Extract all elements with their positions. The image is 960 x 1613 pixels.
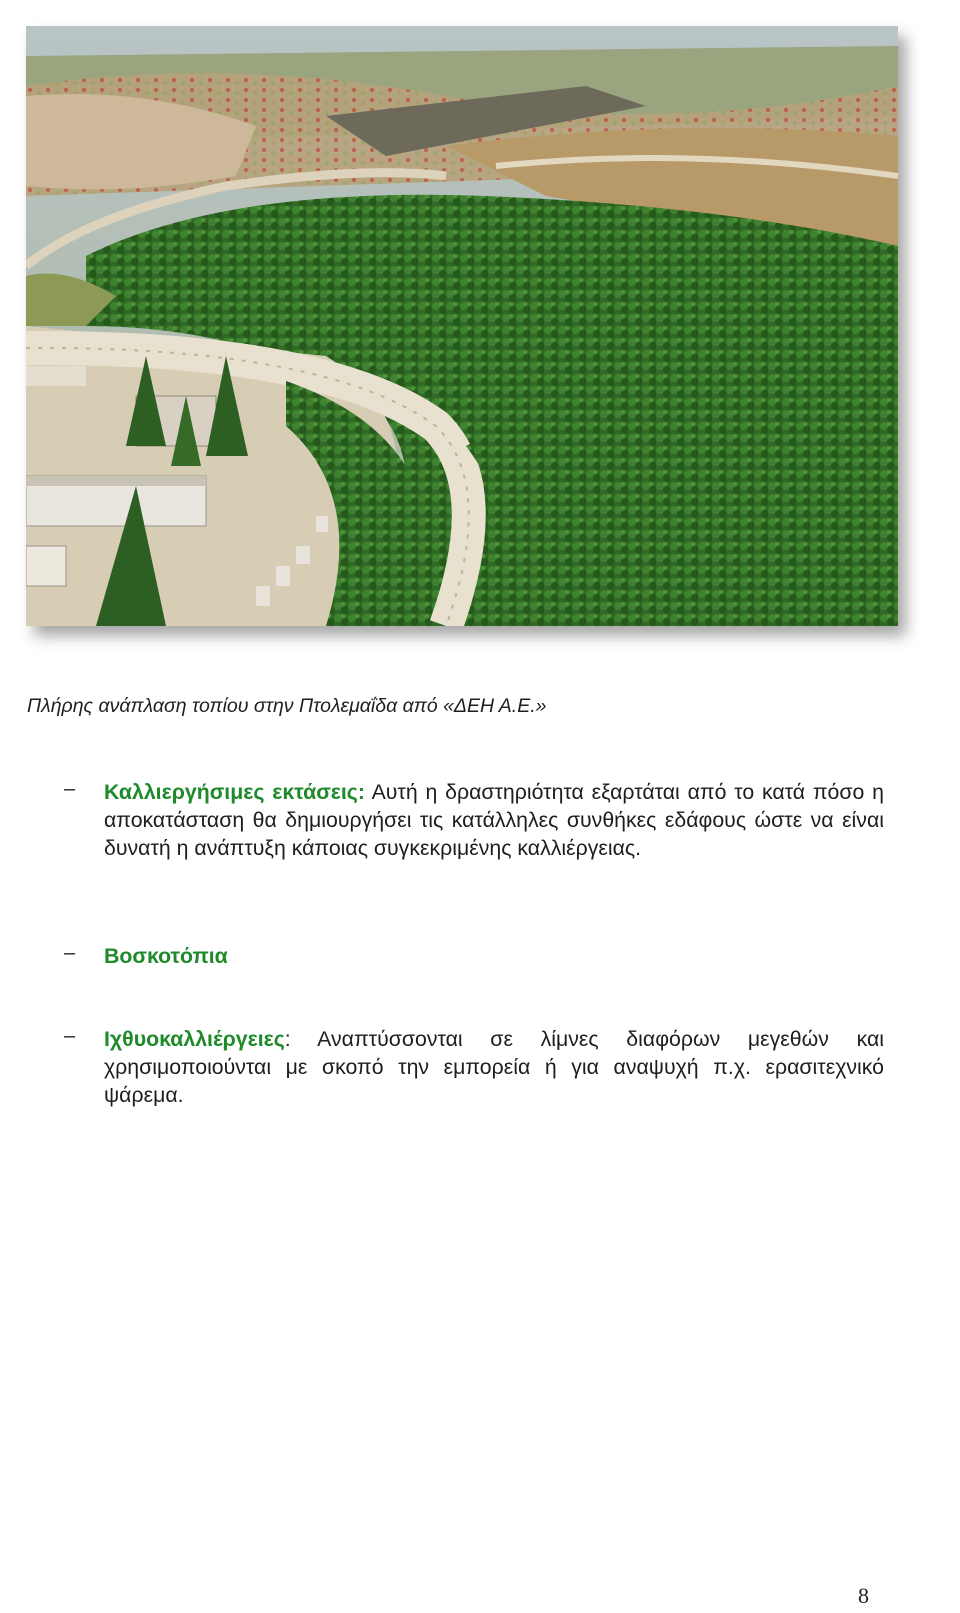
aerial-landscape-image [26,26,898,626]
list-item-text [104,778,884,862]
list-item-text [104,942,884,970]
list-item [64,942,894,970]
list-description: : Αναπτύσσονται σε λίμνες διαφόρων μεγεθών και χρησιμοποιούνται με σκοπό την εμπορεία ή για αναψυχή π.χ. ερασιτεχνικό ψάρεμα. [104,1027,884,1107]
list-term: Ιχθυοκαλλιέργειες [104,1027,285,1051]
list-item-text [104,1025,884,1109]
list-term: Καλλιεργήσιμες εκτάσεις: [104,780,365,804]
list-item [64,1025,894,1109]
figure-caption: Πλήρης ανάπλαση τοπίου στην Πτολεμαΐδα από «ΔΕΗ Α.Ε.» [27,695,547,717]
list-description: Αυτή η δραστηριότητα εξαρτάται από το κατά πόσο η αποκατάσταση θα δημιουργήσει τις κατάλληλες συνθήκες εδάφους ώστε να είναι δυνατή η ανάπτυξη κάποιας συγκεκριμένης καλλιέργειας. [104,780,885,860]
list-term: Βοσκοτόπια [104,944,228,968]
list-item [64,778,894,862]
list-dash: – [64,942,76,964]
page-number: 8 [858,1583,869,1608]
list-dash: – [64,778,76,800]
list-dash: – [64,1025,76,1047]
landscape-photo [26,26,898,626]
